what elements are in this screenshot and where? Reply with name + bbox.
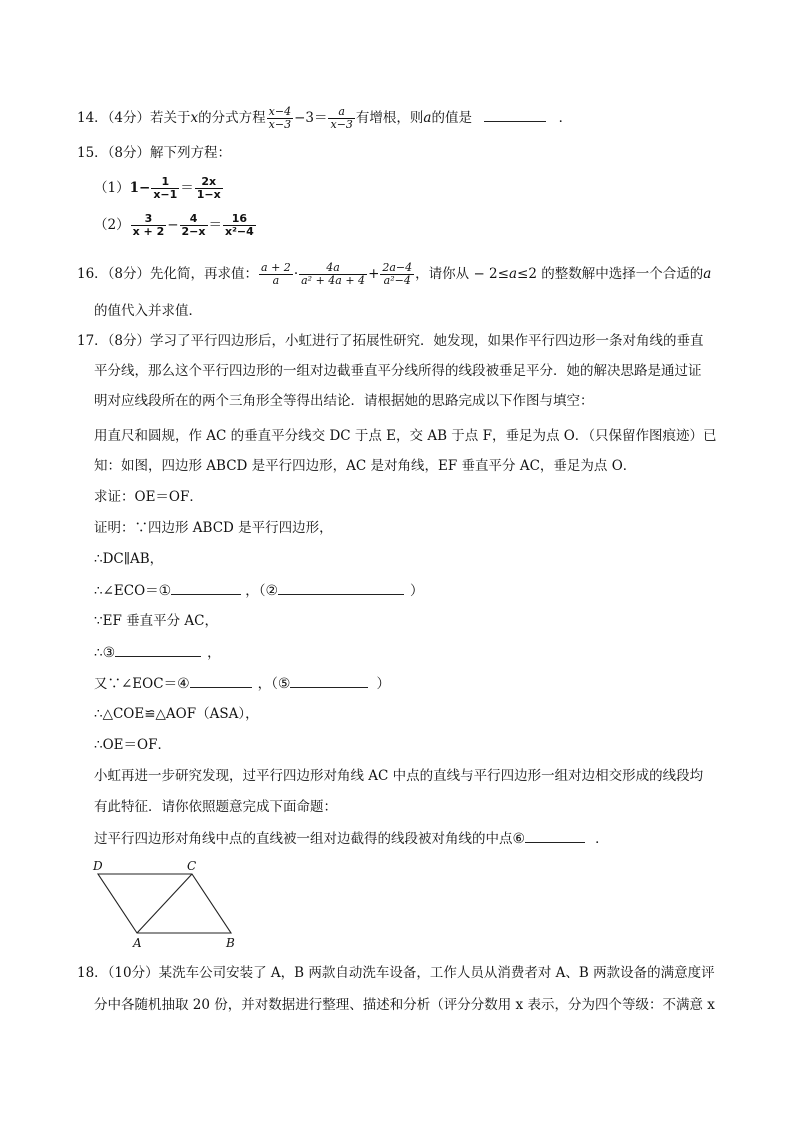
vertex-label-a: A (133, 936, 142, 950)
q17-line2: 平分线，那么这个平行四边形的一组对边截垂直平分线所得的线段被垂足平分．她的解决思路是通过证 (94, 363, 702, 379)
q15-part2 (94, 213, 257, 238)
q18-line2: 分中各随机抽取 20 份，并对数据进行整理、描述和分析（评分分数用 x 表示，分为四个等级：不满意 x (94, 997, 715, 1013)
q14-fraction-1: $\frac{x-4}{x-3}$ (268, 105, 292, 131)
q16-fraction-2: $\frac{4a}{\text{a² + 4a + 4}}$ (301, 261, 366, 287)
answer-blank-4[interactable] (190, 673, 252, 688)
q17-line1: 17．（8分）学习了平行四边形后，小虹进行了拓展性研究．她发现，如果作平行四边形一条对角线的垂直 (77, 333, 704, 349)
blank-label-1: ① (158, 583, 172, 599)
q14-prefix: 14．（4分）若关于 (77, 110, 191, 126)
q16-var-a: a (508, 266, 518, 282)
q17-proof-step3 (94, 642, 221, 663)
answer-blank-5[interactable] (290, 673, 368, 688)
vertex-label-b: B (226, 936, 235, 950)
q17-line15: 小虹再进一步研究发现，过平行四边形对角线 AC 中点的直线与平行四边形一组对边相交形成的线段均 (94, 768, 704, 784)
q17-proof-angle (94, 580, 424, 601)
q14-end: ． (558, 110, 573, 126)
q14-answer-blank[interactable] (484, 107, 546, 122)
answer-blank-6[interactable] (525, 828, 585, 843)
blank-label-4: ④ (177, 676, 190, 692)
q17-l17b: ． (595, 831, 609, 847)
var-a: a (423, 110, 432, 126)
q14-fraction-2: $\frac{a}{x-3}$ (330, 105, 353, 131)
q15-p1-one: 1− (129, 180, 151, 196)
q15-p1-label: （1） (94, 180, 130, 196)
q16-plus: + (368, 266, 380, 282)
q15-p2-fraction-3: $\frac{16}{\text{x²−4}}$ (225, 212, 254, 238)
q17-line5: 知：如图，四边形 ABCD 是平行四边形，AC 是对角线，EF 垂直平分 AC，垂足为点 O． (94, 458, 637, 474)
q17-l11b: ， (207, 645, 221, 661)
q15-p1-eq: ＝ (180, 180, 194, 196)
q14-suffix2: 的值是 (431, 110, 472, 126)
q17-l17a: 过平行四边形对角线中点的直线被一组对边截得的线段被对角线的中点 (94, 831, 513, 847)
vertex-label-c: C (187, 859, 197, 873)
q16-prefix: 16．（8分）先化简，再求值： (77, 266, 259, 282)
blank-label-5: ⑤ (277, 676, 291, 692)
q15-p2-label: （2） (94, 217, 130, 233)
q14-mid: 的分式方程 (198, 110, 266, 126)
parallelogram-figure (88, 858, 258, 950)
q15-p1-fraction-2: $\frac{2x}{1-x}$ (196, 175, 221, 201)
var-x: x (190, 110, 199, 126)
q17-proof-parallel: ∴DC∥AB， (94, 551, 164, 567)
q17-proof-step4 (94, 673, 390, 694)
q17-congruence: ∴△COE≌△AOF（ASA）， (94, 706, 259, 722)
q16-line1 (77, 262, 711, 287)
q15-p2-minus: − (167, 217, 179, 233)
q17-l12a: 又∵∠EOC＝ (94, 676, 178, 692)
q16-dot: · (293, 266, 299, 282)
q14-suffix: 有增根，则 (355, 110, 424, 126)
answer-blank-3[interactable] (115, 642, 201, 657)
q17-l12b: ，（ (257, 676, 278, 692)
q17-line16: 有此特征．请你依照题意完成下面命题： (94, 799, 337, 815)
q17-prove-statement: 求证：OE＝OF． (94, 489, 203, 505)
q16-var-a2: a (703, 266, 712, 282)
q17-l9b: ，（ (245, 583, 266, 599)
blank-label-6: ⑥ (512, 831, 526, 847)
q17-l9a: ∴∠ECO＝ (94, 583, 159, 599)
q15-p2-fraction-2: $\frac{4}{2-x}$ (181, 212, 206, 238)
q17-l9c: ） (410, 583, 424, 599)
q14-minus3: −3＝ (294, 110, 328, 126)
q17-l11a: ∴ (94, 645, 103, 661)
q15-p2-fraction-1: $\frac{3}{x + 2}$ (132, 212, 165, 238)
q17-proposition (94, 828, 609, 849)
blank-label-3: ③ (102, 645, 116, 661)
q14-line (77, 106, 572, 131)
q15-p1-fraction-1: $\frac{1}{x-1}$ (153, 175, 178, 201)
q15-header: 15．（8分）解下列方程： (77, 145, 232, 161)
q17-line4: 用直尺和圆规，作 AC 的垂直平分线交 DC 于点 E，交 AB 于点 F，垂足为点 O．（只保留作图痕迹）已 (94, 428, 717, 444)
answer-blank-1[interactable] (171, 580, 241, 595)
q17-conclusion: ∴OE＝OF． (94, 737, 171, 753)
q15-part1 (94, 176, 224, 201)
diagonal-ac (137, 874, 192, 933)
q16-tail2: ≤2 的整数解中选择一个合适的 (517, 266, 704, 282)
vertex-label-d: D (93, 859, 103, 873)
q17-proof-bisect: ∵EF 垂直平分 AC， (94, 613, 218, 629)
q16-fraction-3: $\frac{2a-4}{\text{a²−4}}$ (382, 261, 413, 287)
answer-blank-2[interactable] (278, 580, 404, 595)
q17-proof-start: 证明：∵四边形 ABCD 是平行四边形， (94, 520, 333, 536)
q15-p2-eq: ＝ (208, 217, 222, 233)
q16-line2: 的值代入并求值． (94, 303, 202, 319)
blank-label-2: ② (265, 583, 279, 599)
q16-fraction-1: $\frac{a + 2}{a}$ (261, 261, 291, 287)
q16-tail: ，请你从 − 2≤ (415, 266, 509, 282)
q18-line1: 18．（10分）某洗车公司安装了 A，B 两款自动洗车设备，工作人员从消费者对 A、B 两款设备的满意度评 (77, 965, 715, 981)
q17-l12c: ） (376, 676, 390, 692)
q17-line3: 明对应线段所在的两个三角形全等得出结论．请根据她的思路完成以下作图与填空： (94, 393, 594, 409)
